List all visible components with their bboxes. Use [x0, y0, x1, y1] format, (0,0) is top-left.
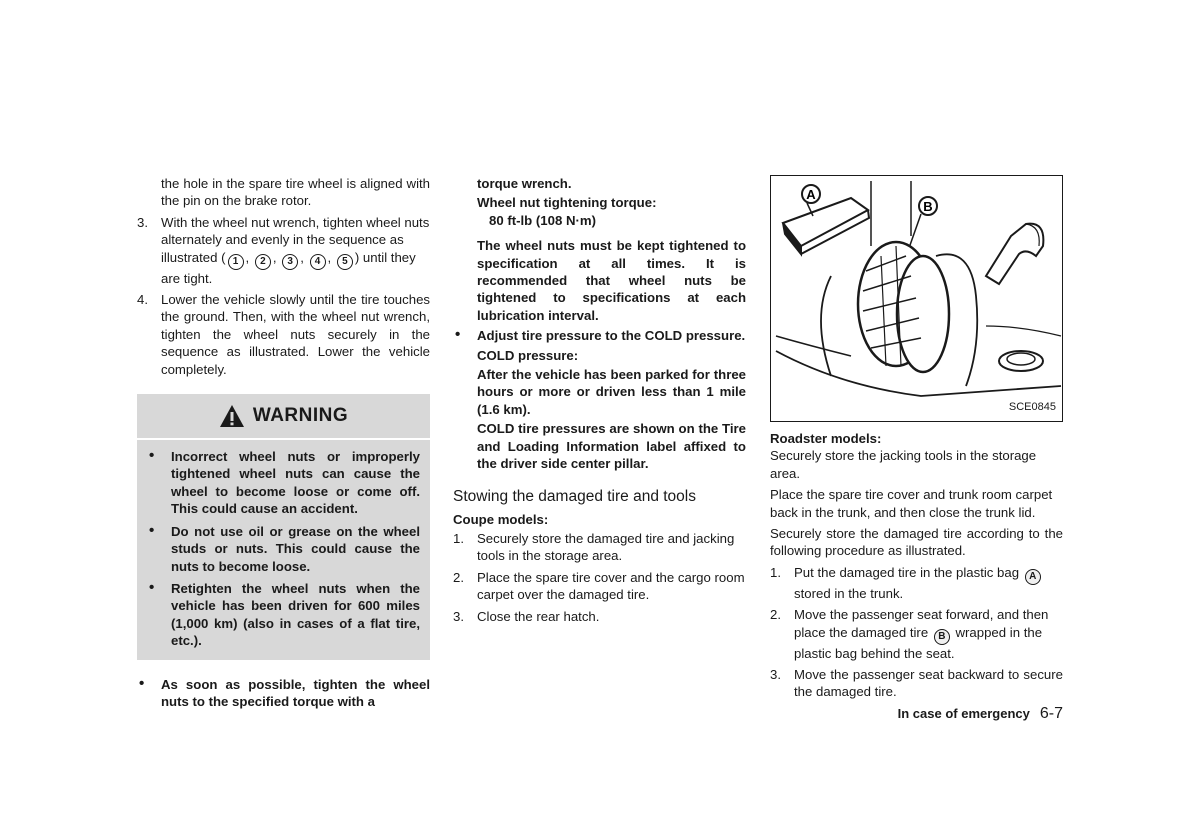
step-3-text-a: With the wheel nut wrench, tighten wheel nuts alternately and evenly in the sequence as illustrated (	[161, 214, 430, 265]
warning-item: • Retighten the wheel nuts when the vehicle has been driven for 600 miles (1,000 km) (also in cases of a flat tire, etc.).	[149, 578, 420, 649]
circle-num-4: 4	[310, 254, 326, 270]
right-column	[770, 175, 1063, 701]
coupe-step: 1. Securely store the damaged tire and jacking tools in the storage area.	[453, 530, 735, 564]
roadster-p3: Securely store the damaged tire according to the following procedure as illustrated.	[770, 526, 1063, 559]
step-3: 3. With the wheel nut wrench, tighten wheel nuts alternately and evenly in the sequence as illustrated ( 1 , 2 , 3 , 4 , 5 ) until they are tight.	[137, 214, 430, 286]
figure-code: SCE0845	[1008, 400, 1056, 413]
middle-column	[453, 175, 746, 625]
cold-note: COLD tire pressures are shown on the Tire and Loading Information label affixed to the driver side center pillar.	[477, 421, 746, 472]
section-heading: Stowing the damaged tire and tools	[453, 487, 696, 505]
roadster-step-2: 2. Move the passenger seat forward, and then place the damaged tire B wrapped in the plastic bag behind the seat.	[770, 607, 1049, 661]
torque-label: Wheel nut tightening torque:	[477, 195, 657, 211]
page-number: 6-7	[1039, 705, 1063, 722]
coupe-step: 3. Close the rear hatch.	[453, 608, 600, 624]
step-number: 3.	[137, 214, 148, 230]
warning-triangle-icon	[219, 404, 245, 428]
trunk-drawing	[771, 176, 1062, 421]
bullet-continuation: torque wrench.	[477, 176, 572, 191]
step-4	[137, 291, 430, 378]
roadster-step-3: 3. Move the passenger seat backward to secure the damaged tire.	[770, 667, 1063, 700]
warning-box	[137, 394, 430, 659]
page-footer	[770, 705, 1063, 723]
circle-label-a: A	[1025, 569, 1041, 585]
cold-label: COLD pressure:	[477, 347, 579, 363]
label-a: A	[806, 187, 816, 202]
bullet-torque: • As soon as possible, tighten the wheel nuts to the specified torque with a	[139, 674, 430, 709]
coupe-step: 2. Place the spare tire cover and the cargo room carpet over the damaged tire.	[453, 569, 745, 603]
warning-header	[137, 394, 430, 440]
intro-continuation: the hole in the spare tire wheel is aligned with the pin on the brake rotor.	[161, 176, 430, 209]
warning-title: WARNING	[252, 405, 349, 427]
roadster-label: Roadster models:	[770, 431, 882, 446]
label-b: B	[923, 199, 933, 214]
warning-item: • Incorrect wheel nuts or improperly tightened wheel nuts can cause the wheel to become loose or come off. This could cause an accident.	[149, 447, 420, 517]
left-column	[137, 175, 430, 710]
coupe-steps	[453, 530, 746, 625]
trunk-illustration	[770, 175, 1063, 422]
roadster-p2: Place the spare tire cover and trunk room carpet back in the trunk, and then close the trunk lid.	[770, 487, 1053, 520]
circle-label-b: B	[934, 629, 950, 645]
coupe-label: Coupe models:	[453, 511, 549, 527]
warning-item: • Do not use oil or grease on the wheel studs or nuts. This could cause the nuts to become loose.	[149, 521, 420, 574]
torque-value: 80 ft-lb (108 N·m)	[489, 212, 596, 228]
steps-list	[137, 214, 430, 378]
step-number: 4.	[137, 292, 148, 308]
cold-description: After the vehicle has been parked for three hours or more or driven less than 1 mile (1.6 km).	[477, 367, 746, 417]
warning-body	[137, 440, 430, 659]
step-3-text-b: ) until they are tight.	[161, 249, 416, 286]
circle-num-1: 1	[228, 254, 244, 270]
roadster-p1: Securely store the jacking tools in the storage area.	[770, 448, 1037, 481]
circle-num-3: 3	[282, 254, 298, 270]
step-4-text: Lower the vehicle slowly until the tire touches the ground. Then, with the wheel nut wrench, tighten the wheel nuts securely in the sequence as illustrated. Lower the vehicle completely.	[161, 292, 430, 377]
section-name: In case of emergency	[897, 706, 1030, 721]
roadster-steps	[770, 564, 1063, 701]
bullet-cold-pressure: • Adjust tire pressure to the COLD pressure.	[455, 326, 746, 344]
circle-num-5: 5	[337, 254, 353, 270]
circle-num-2: 2	[255, 254, 271, 270]
tightening-note: The wheel nuts must be kept tightened to specification at all times. It is recommended that wheel nuts be tightened to specifications at each lubrication interval.	[477, 238, 746, 323]
roadster-step-1: 1. Put the damaged tire in the plastic bag A stored in the trunk.	[770, 564, 1063, 602]
